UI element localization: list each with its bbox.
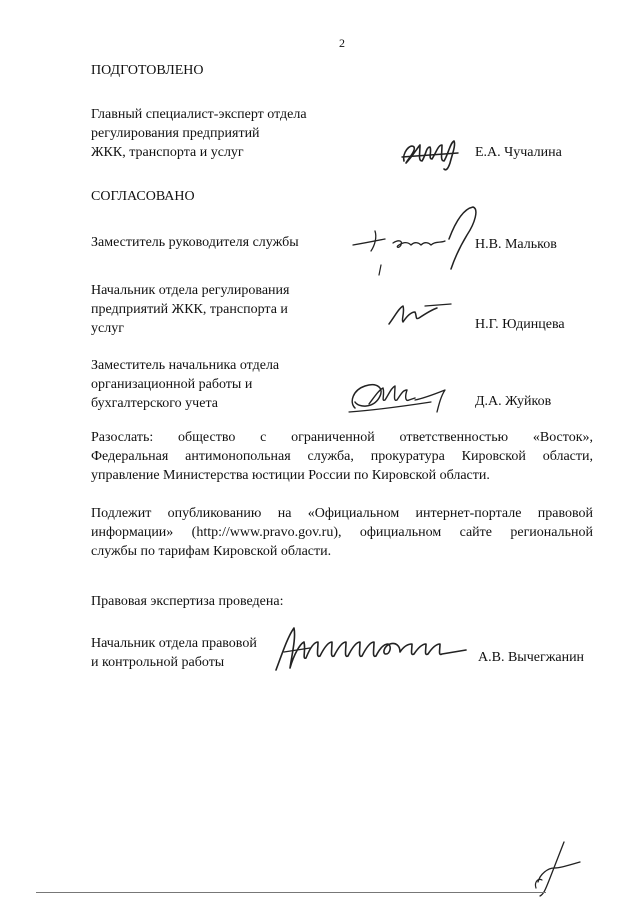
prepared-position <box>91 105 307 162</box>
agreed-position-line: бухгалтерского учета <box>91 396 218 411</box>
signature-chuchalina <box>398 133 468 173</box>
distribution-paragraph <box>91 428 593 485</box>
distribution-line: Федеральная антимонопольная служба, прокуратура Кировской области, <box>91 449 593 464</box>
agreed-name-2: Н.Г. Юдинцева <box>475 317 565 332</box>
legal-review-position-line: и контрольной работы <box>91 655 225 670</box>
page-number: 2 <box>339 36 345 50</box>
legal-review-statement: Правовая экспертиза проведена: <box>91 594 284 609</box>
legal-review-position <box>91 634 257 672</box>
initials-mark <box>530 838 590 898</box>
legal-review-name: А.В. Вычегжанин <box>478 650 585 665</box>
agreed-position-1 <box>91 233 299 252</box>
legal-review-position-line: Начальник отдела правовой <box>91 636 257 651</box>
agreed-name-3: Д.А. Жуйков <box>475 394 552 409</box>
signature-yudintseva <box>385 300 460 330</box>
publication-line: Подлежит опубликованию на «Официальном интернет-портале правовой <box>91 506 593 521</box>
prepared-position-line: Главный специалист-эксперт отдела <box>91 107 307 122</box>
agreed-position-line: услуг <box>91 321 124 336</box>
bottom-rule <box>36 892 546 893</box>
agreed-position-line: Начальник отдела регулирования <box>91 283 290 298</box>
prepared-heading: ПОДГОТОВЛЕНО <box>91 63 204 78</box>
agreed-position-line: Заместитель начальника отдела <box>91 358 280 373</box>
signature-vychegzhanin <box>270 624 470 676</box>
agreed-position-3 <box>91 356 279 413</box>
agreed-position-line: предприятий ЖКК, транспорта и <box>91 302 288 317</box>
signature-malkov <box>345 205 495 277</box>
publication-line: информации» (http://www.pravo.gov.ru), официальном сайте региональной <box>91 525 593 540</box>
agreed-position-line: Заместитель руководителя службы <box>91 235 299 250</box>
distribution-line: управление Министерства юстиции России по Кировской области. <box>91 468 490 483</box>
distribution-line: Разослать: общество с ограниченной ответственностью «Восток», <box>91 430 593 445</box>
prepared-name: Е.А. Чучалина <box>475 145 562 160</box>
publication-paragraph <box>91 504 593 561</box>
agreed-position-2 <box>91 281 289 338</box>
publication-line: службы по тарифам Кировской области. <box>91 544 332 559</box>
prepared-position-line: ЖКК, транспорта и услуг <box>91 145 244 160</box>
agreed-name-1: Н.В. Мальков <box>475 237 557 252</box>
agreed-position-line: организационной работы и <box>91 377 253 392</box>
agreed-heading: СОГЛАСОВАНО <box>91 189 195 204</box>
signature-zhuykov <box>345 378 465 420</box>
prepared-position-line: регулирования предприятий <box>91 126 260 141</box>
